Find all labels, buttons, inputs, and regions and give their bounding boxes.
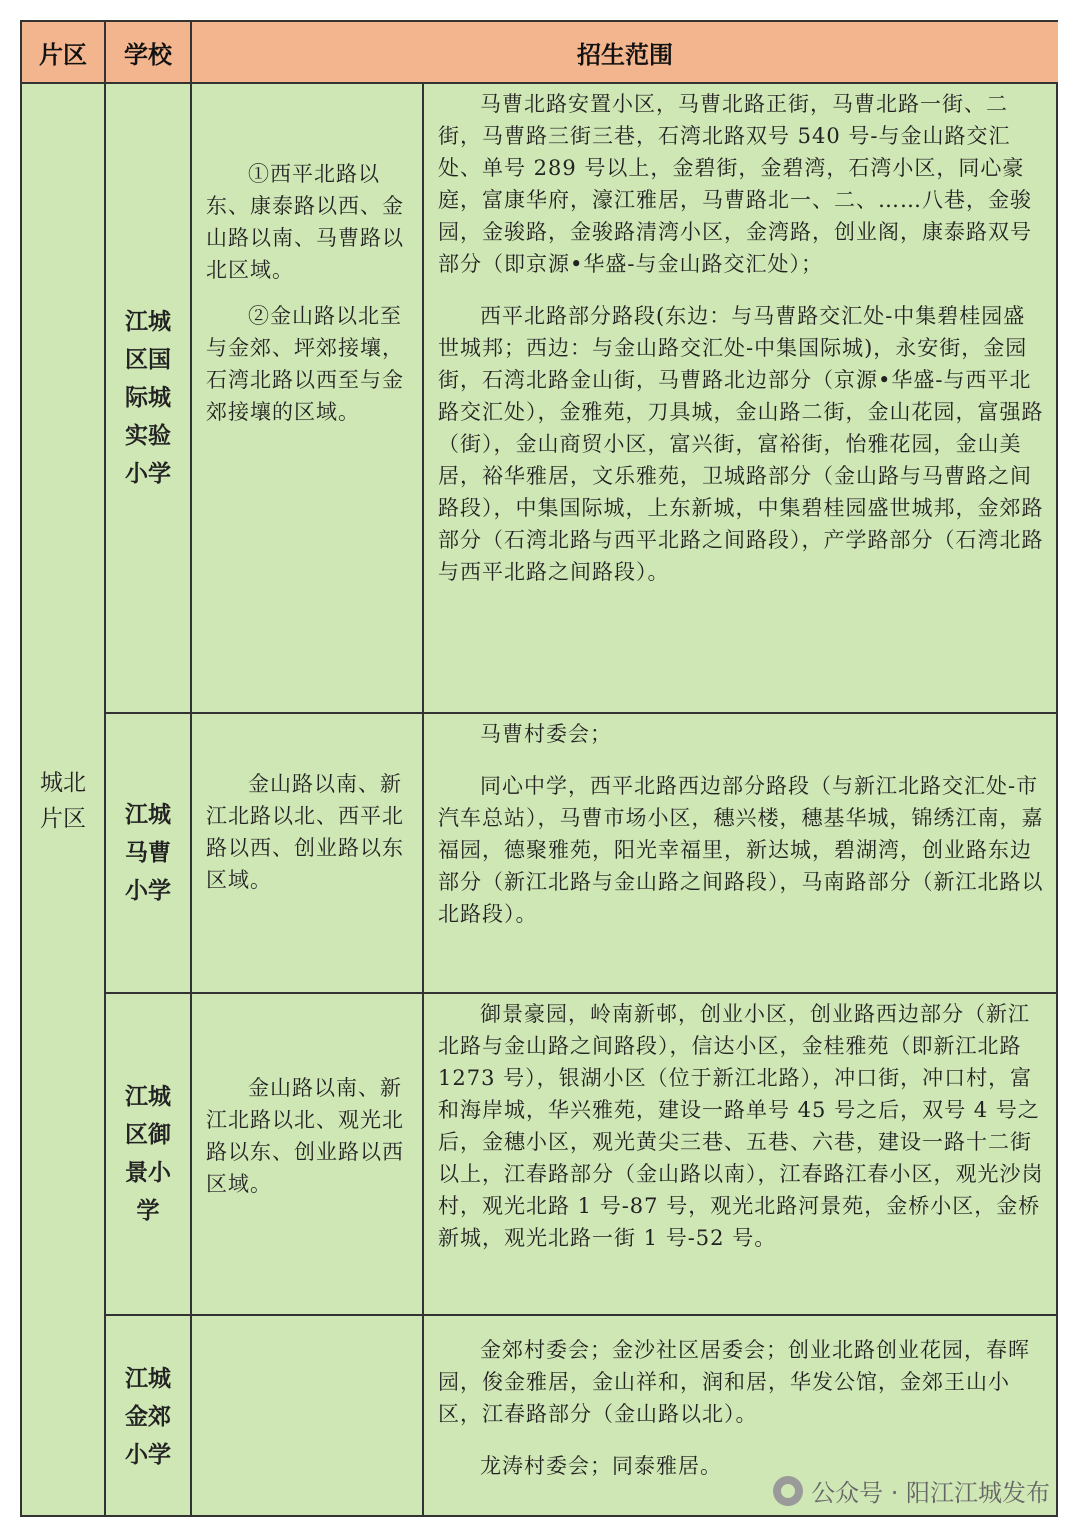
scope-text: ①西平北路以东、康泰路以西、金山路以南、马曹路以北区域。 (206, 162, 404, 282)
range-text: 马曹北路安置小区，马曹北路正街，马曹北路一街、二街，马曹路三街三巷，石湾北路双号 540 号-与金山路交汇处、单号 289 号以上，金碧街，金碧湾，石湾小区，同心豪庭，富康华府，濠江雅居，马曹路北一、二、……八巷，金骏园，金骏路，金骏路清湾小区，金湾路，创业阁，康泰路双号部分（即京源•华盛-与金山路交汇处）； (438, 92, 1032, 276)
range-text: 龙涛村委会；同泰雅居。 (480, 1454, 722, 1478)
range-text: 马曹村委会； (480, 722, 612, 746)
school-name: 江城马曹小学 (125, 802, 171, 904)
enrollment-table (20, 20, 1058, 1517)
scope-text: 金山路以南、新江北路以北、西平北路以西、创业路以东区域。 (206, 772, 404, 892)
range-cell (424, 994, 1058, 1316)
range-text: 金郊村委会；金沙社区居委会；创业北路创业花园，春晖园，俊金雅居，金山祥和，润和居，华发公馆，金郊王山小区，江春路部分（金山路以北）。 (438, 1338, 1030, 1426)
range-text: 西平北路部分路段(东边：与马曹路交汇处-中集碧桂园盛世城邦；西边：与金山路交汇处-中集国际城)，永安街，金园街，石湾北路金山街，马曹路北边部分（京源•华盛-与西平北路交汇处），金雅苑，刀具城，金山路二街，金山花园，富强路（街），金山商贸小区，富兴街，富裕街，怡雅花园，金山美居，裕华雅居，文乐雅苑，卫城路部分（金山路与马曹路之间路段），中集国际城，上东新城，中集碧桂园盛世城邦，金郊路部分（石湾北路与西平北路之间路段），产学路部分（石湾北路与西平北路之间路段）。 (438, 304, 1044, 584)
range-cell (424, 84, 1058, 714)
range-cell (424, 714, 1058, 994)
school-cell (106, 84, 192, 714)
scope-text: 金山路以南、新江北路以北、观光北路以东、创业路以西区域。 (206, 1076, 404, 1196)
header-range: 招生范围 (192, 22, 1058, 84)
school-cell (106, 714, 192, 994)
wechat-icon (773, 1476, 803, 1506)
watermark-text: 公众号 · 阳江江城发布 (811, 1479, 1050, 1507)
school-name: 江城区御景小学 (125, 1084, 171, 1224)
scope-cell (192, 1316, 424, 1517)
school-cell (106, 1316, 192, 1517)
school-cell (106, 994, 192, 1316)
scope-cell (192, 84, 424, 714)
school-name: 江城区国际城实验小学 (125, 309, 171, 487)
district-cell (22, 84, 106, 1517)
range-text: 同心中学，西平北路西边部分路段（与新江北路交汇处-市汽车总站），马曹市场小区，穗兴楼，穗基华城，锦绣江南，嘉福园，德聚雅苑，阳光幸福里，新达城，碧湖湾，创业路东边部分（新江北路与金山路之间路段），马南路部分（新江北路以北路段）。 (438, 774, 1044, 926)
scope-text: ②金山路以北至与金郊、坪郊接壤，石湾北路以西至与金郊接壤的区域。 (206, 304, 404, 424)
district-name: 城北片区 (40, 769, 86, 832)
scope-cell (192, 994, 424, 1316)
scope-cell (192, 714, 424, 994)
header-school: 学校 (106, 22, 192, 84)
watermark (773, 1473, 1050, 1508)
school-name: 江城金郊小学 (125, 1365, 171, 1468)
range-text: 御景豪园，岭南新邨，创业小区，创业路西边部分（新江北路与金山路之间路段），信达小区，金桂雅苑（即新江北路 1273 号），银湖小区（位于新江北路），冲口街，冲口村，富和海岸城，华兴雅苑，建设一路单号 45 号之后，双号 4 号之后，金穗小区，观光黄尖三巷、五巷、六巷，建设一路十二街以上，江春路部分（金山路以南），江春路江春小区，观光沙岗村，观光北路 1 号-87 号，观光北路河景苑，金桥小区，金桥新城，观光北路一街 1 号-52 号。 (438, 1002, 1044, 1250)
header-district: 片区 (22, 22, 106, 84)
